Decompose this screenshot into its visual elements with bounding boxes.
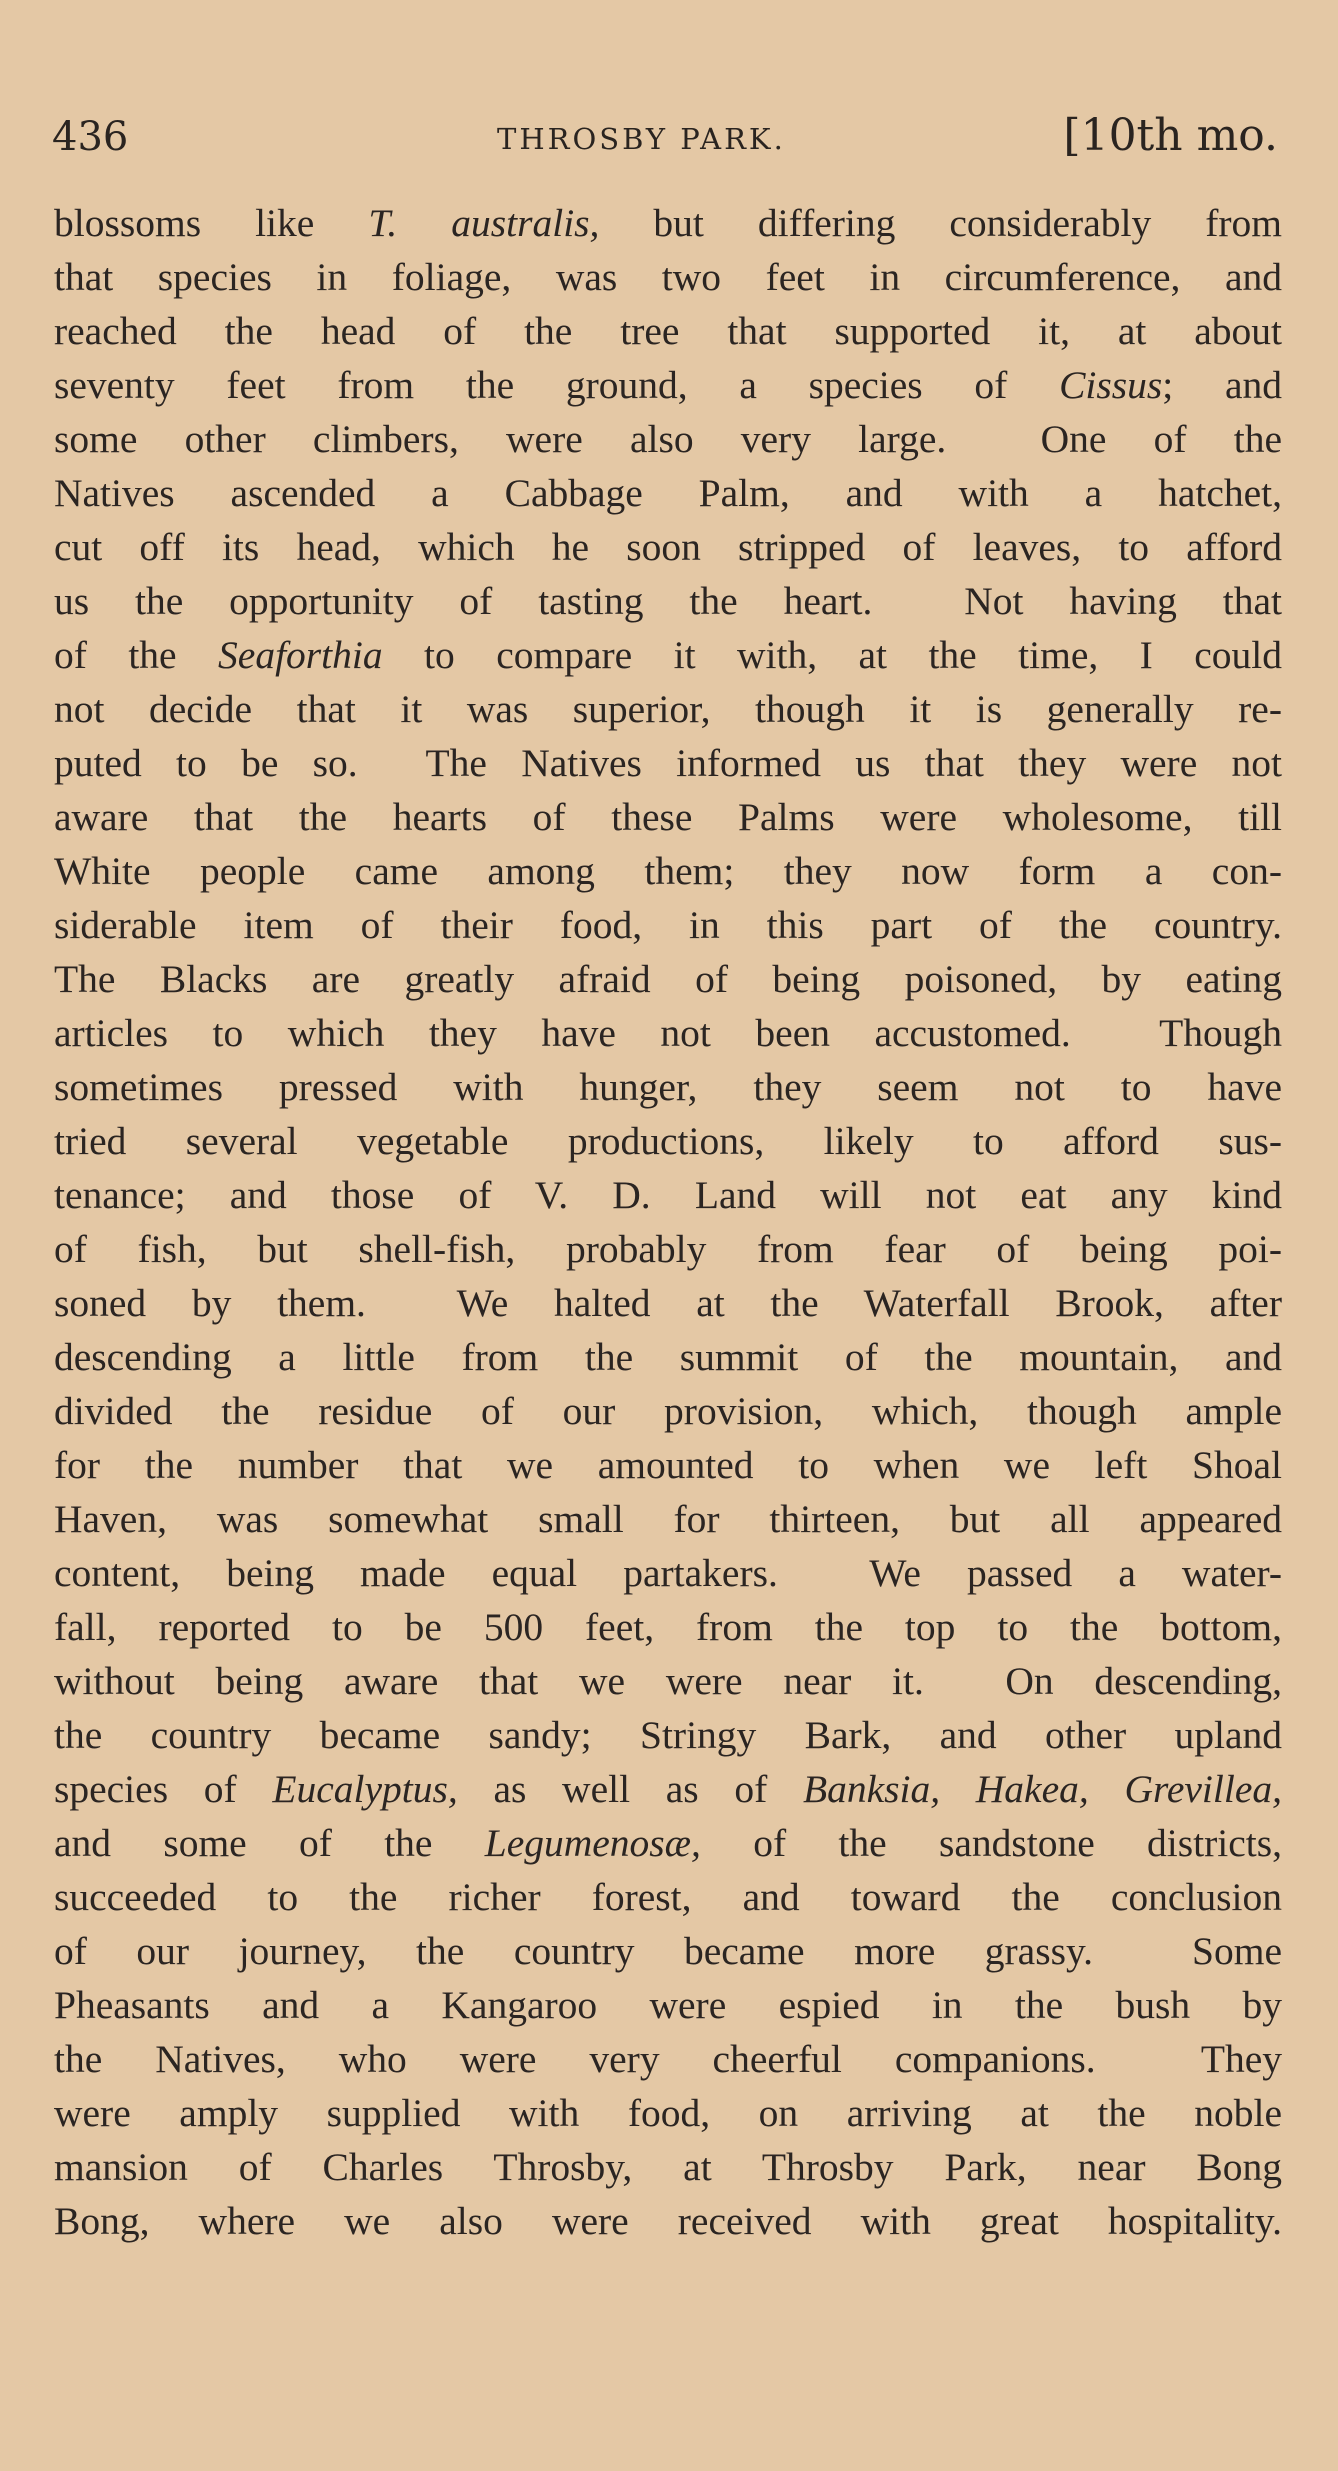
- text-run: seventy feet from the ground, a species of: [54, 363, 1060, 407]
- italic-text: Banksia, Hakea, Grevillea,: [802, 1767, 1282, 1811]
- text-line: [54, 1978, 1282, 2032]
- text-run: Bong, where we also were received with great hospitality.: [54, 2199, 1282, 2243]
- page-number: 436: [52, 114, 129, 160]
- text-run: species of: [54, 1767, 273, 1811]
- text-run: The Blacks are greatly afraid of being poisoned, by eating: [54, 957, 1282, 1001]
- text-run: aware that the hearts of these Palms were wholesome, till: [54, 795, 1282, 839]
- text-line: [54, 1276, 1282, 1330]
- text-run: blossoms like: [54, 201, 369, 245]
- text-run: soned by them. We halted at the Waterfall Brook, after: [54, 1281, 1282, 1325]
- text-line: [54, 1924, 1282, 1978]
- text-run: without being aware that we were near it. On descending,: [54, 1659, 1282, 1703]
- text-run: of fish, but shell-fish, probably from fear of being poi-: [54, 1227, 1282, 1271]
- text-line: [54, 1708, 1282, 1762]
- page-header: [52, 108, 1278, 168]
- text-line: [54, 1384, 1282, 1438]
- text-run: reached the head of the tree that supported it, at about: [54, 309, 1282, 353]
- text-line: [54, 1006, 1282, 1060]
- text-line: [54, 952, 1282, 1006]
- italic-text: Seaforthia: [218, 633, 383, 677]
- text-line: [54, 466, 1282, 520]
- text-run: sometimes pressed with hunger, they seem not to have: [54, 1065, 1282, 1109]
- text-line: [54, 196, 1282, 250]
- text-run: not decide that it was superior, though it is generally re-: [54, 687, 1282, 731]
- text-run: but differing considerably from: [599, 201, 1282, 245]
- text-line: [54, 682, 1282, 736]
- text-run: siderable item of their food, in this part of the country.: [54, 903, 1282, 947]
- text-run: ; and: [1162, 363, 1282, 407]
- text-line: [54, 412, 1282, 466]
- text-run: that species in foliage, was two feet in circumference, and: [54, 255, 1282, 299]
- text-line: [54, 358, 1282, 412]
- text-line: [54, 1546, 1282, 1600]
- text-run: puted to be so. The Natives informed us that they were not: [54, 741, 1282, 785]
- text-line: [54, 1168, 1282, 1222]
- italic-text: Eucalyptus,: [272, 1767, 458, 1811]
- text-line: [54, 844, 1282, 898]
- text-run: tried several vegetable productions, likely to afford sus-: [54, 1119, 1282, 1163]
- text-line: [54, 250, 1282, 304]
- text-line: [54, 1438, 1282, 1492]
- text-run: Natives ascended a Cabbage Palm, and with a hatchet,: [54, 471, 1282, 515]
- text-line: [54, 1060, 1282, 1114]
- text-line: [54, 1762, 1282, 1816]
- text-run: divided the residue of our provision, which, though ample: [54, 1389, 1282, 1433]
- text-run: and some of the: [54, 1821, 485, 1865]
- text-line: [54, 2032, 1282, 2086]
- text-line: [54, 1816, 1282, 1870]
- page-date: [10th mo.: [1063, 110, 1278, 161]
- text-run: of the: [54, 633, 219, 677]
- text-run: tenance; and those of V. D. Land will not eat any kind: [54, 1173, 1282, 1217]
- text-run: fall, reported to be 500 feet, from the top to the bottom,: [54, 1605, 1282, 1649]
- text-line: [54, 790, 1282, 844]
- text-run: the country became sandy; Stringy Bark, and other upland: [54, 1713, 1282, 1757]
- italic-text: T. australis,: [368, 201, 600, 245]
- text-run: content, being made equal partakers. We passed a water-: [54, 1551, 1282, 1595]
- body-paragraph: [54, 196, 1282, 2248]
- text-run: Pheasants and a Kangaroo were espied in the bush by: [54, 1983, 1282, 2027]
- italic-text: Cissus: [1059, 363, 1163, 407]
- text-line: [54, 1654, 1282, 1708]
- text-run: Haven, was somewhat small for thirteen, but all appeared: [54, 1497, 1282, 1541]
- text-line: [54, 2194, 1282, 2248]
- text-line: [54, 304, 1282, 358]
- text-run: to compare it with, at the time, I could: [382, 633, 1282, 677]
- text-run: of the sandstone districts,: [700, 1821, 1282, 1865]
- text-run: were amply supplied with food, on arriving at the noble: [54, 2091, 1282, 2135]
- text-line: [54, 1222, 1282, 1276]
- text-run: for the number that we amounted to when we left Shoal: [54, 1443, 1282, 1487]
- text-line: [54, 520, 1282, 574]
- text-run: articles to which they have not been accustomed. Though: [54, 1011, 1282, 1055]
- text-run: us the opportunity of tasting the heart. Not having that: [54, 579, 1282, 623]
- text-run: some other climbers, were also very large. One of the: [54, 417, 1282, 461]
- text-line: [54, 1870, 1282, 1924]
- text-run: as well as of: [457, 1767, 803, 1811]
- text-run: the Natives, who were very cheerful companions. They: [54, 2037, 1282, 2081]
- text-line: [54, 1492, 1282, 1546]
- text-run: cut off its head, which he soon stripped of leaves, to afford: [54, 525, 1282, 569]
- text-run: White people came among them; they now form a con-: [54, 849, 1282, 893]
- text-line: [54, 1114, 1282, 1168]
- text-line: [54, 2086, 1282, 2140]
- text-line: [54, 574, 1282, 628]
- running-title: THROSBY PARK.: [497, 122, 786, 156]
- text-line: [54, 736, 1282, 790]
- text-run: mansion of Charles Throsby, at Throsby Park, near Bong: [54, 2145, 1282, 2189]
- text-line: [54, 2140, 1282, 2194]
- text-line: [54, 898, 1282, 952]
- text-run: descending a little from the summit of the mountain, and: [54, 1335, 1282, 1379]
- text-run: succeeded to the richer forest, and toward the conclusion: [54, 1875, 1282, 1919]
- text-run: of our journey, the country became more grassy. Some: [54, 1929, 1282, 1973]
- italic-text: Legumenosæ,: [484, 1821, 701, 1865]
- text-line: [54, 1330, 1282, 1384]
- text-line: [54, 1600, 1282, 1654]
- text-line: [54, 628, 1282, 682]
